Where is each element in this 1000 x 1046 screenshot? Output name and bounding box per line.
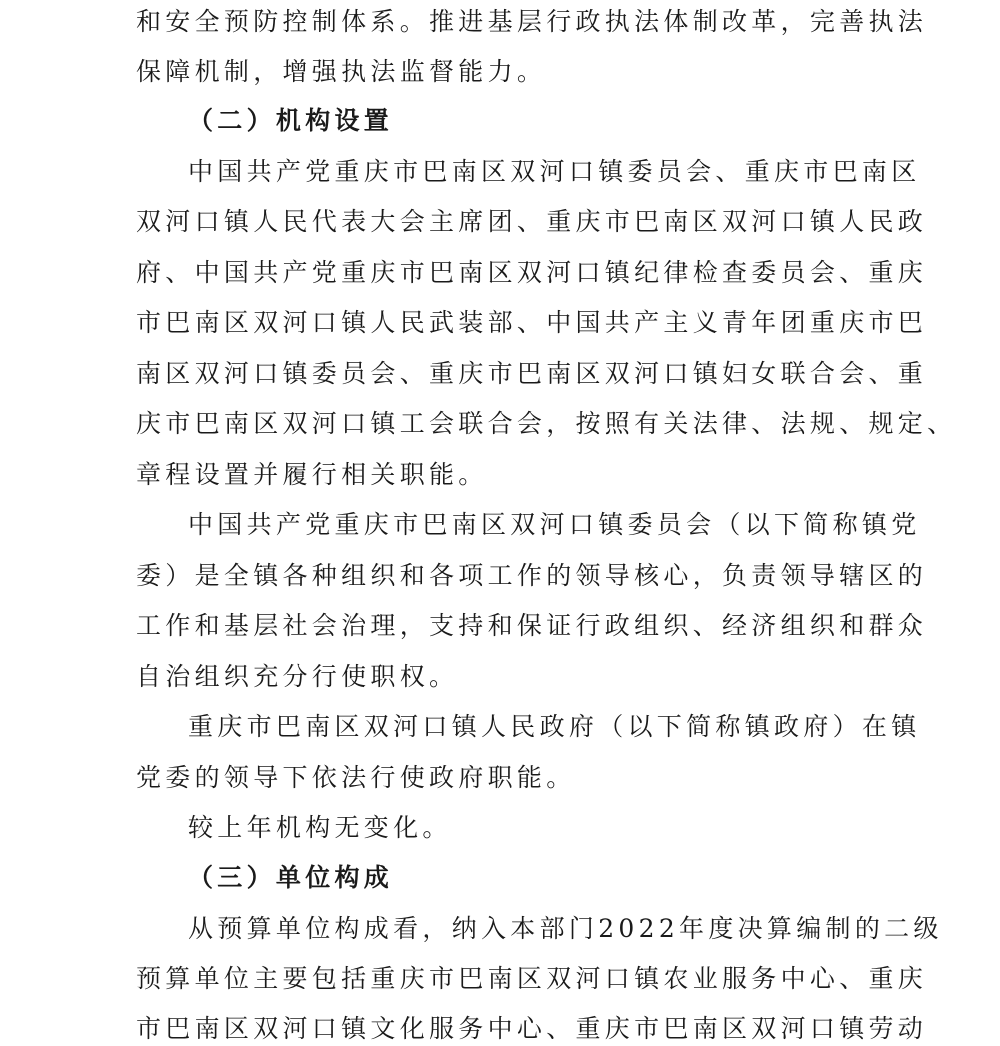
paragraph-line: 市巴南区双河口镇人民武装部、中国共产主义青年团重庆市巴 (136, 308, 928, 337)
paragraph-line: 工作和基层社会治理，支持和保证行政组织、经济组织和群众 (136, 611, 928, 640)
paragraph-line: 庆市巴南区双河口镇工会联合会，按照有关法律、法规、规定、 (136, 409, 957, 438)
paragraph-line: 南区双河口镇委员会、重庆市巴南区双河口镇妇女联合会、重 (136, 359, 928, 388)
paragraph-line: 章程设置并履行相关职能。 (136, 460, 488, 489)
paragraph-line: 中国共产党重庆市巴南区双河口镇委员会、重庆市巴南区 (188, 157, 921, 186)
paragraph-line: 委）是全镇各种组织和各项工作的领导核心，负责领导辖区的 (136, 561, 928, 590)
paragraph-line: 和安全预防控制体系。推进基层行政执法体制改革，完善执法 (136, 7, 928, 36)
section-heading-institution: （二）机构设置 (188, 106, 394, 135)
paragraph-line: 从预算单位构成看，纳入本部门2022年度决算编制的二级 (188, 914, 943, 943)
paragraph-line: 党委的领导下依法行使政府职能。 (136, 763, 576, 792)
paragraph-line: 双河口镇人民代表大会主席团、重庆市巴南区双河口镇人民政 (136, 207, 928, 236)
paragraph-line: 府、中国共产党重庆市巴南区双河口镇纪律检查委员会、重庆 (136, 258, 928, 287)
paragraph-line: 较上年机构无变化。 (188, 813, 452, 842)
paragraph-line: 中国共产党重庆市巴南区双河口镇委员会（以下简称镇党 (188, 510, 921, 539)
paragraph-line: 保障机制，增强执法监督能力。 (136, 57, 547, 86)
paragraph-line: 重庆市巴南区双河口镇人民政府（以下简称镇政府）在镇 (188, 712, 921, 741)
section-heading-unit-composition: （三）单位构成 (188, 863, 394, 892)
paragraph-line: 市巴南区双河口镇文化服务中心、重庆市巴南区双河口镇劳动 (136, 1014, 928, 1043)
paragraph-line: 预算单位主要包括重庆市巴南区双河口镇农业服务中心、重庆 (136, 964, 928, 993)
paragraph-line: 自治组织充分行使职权。 (136, 662, 459, 691)
